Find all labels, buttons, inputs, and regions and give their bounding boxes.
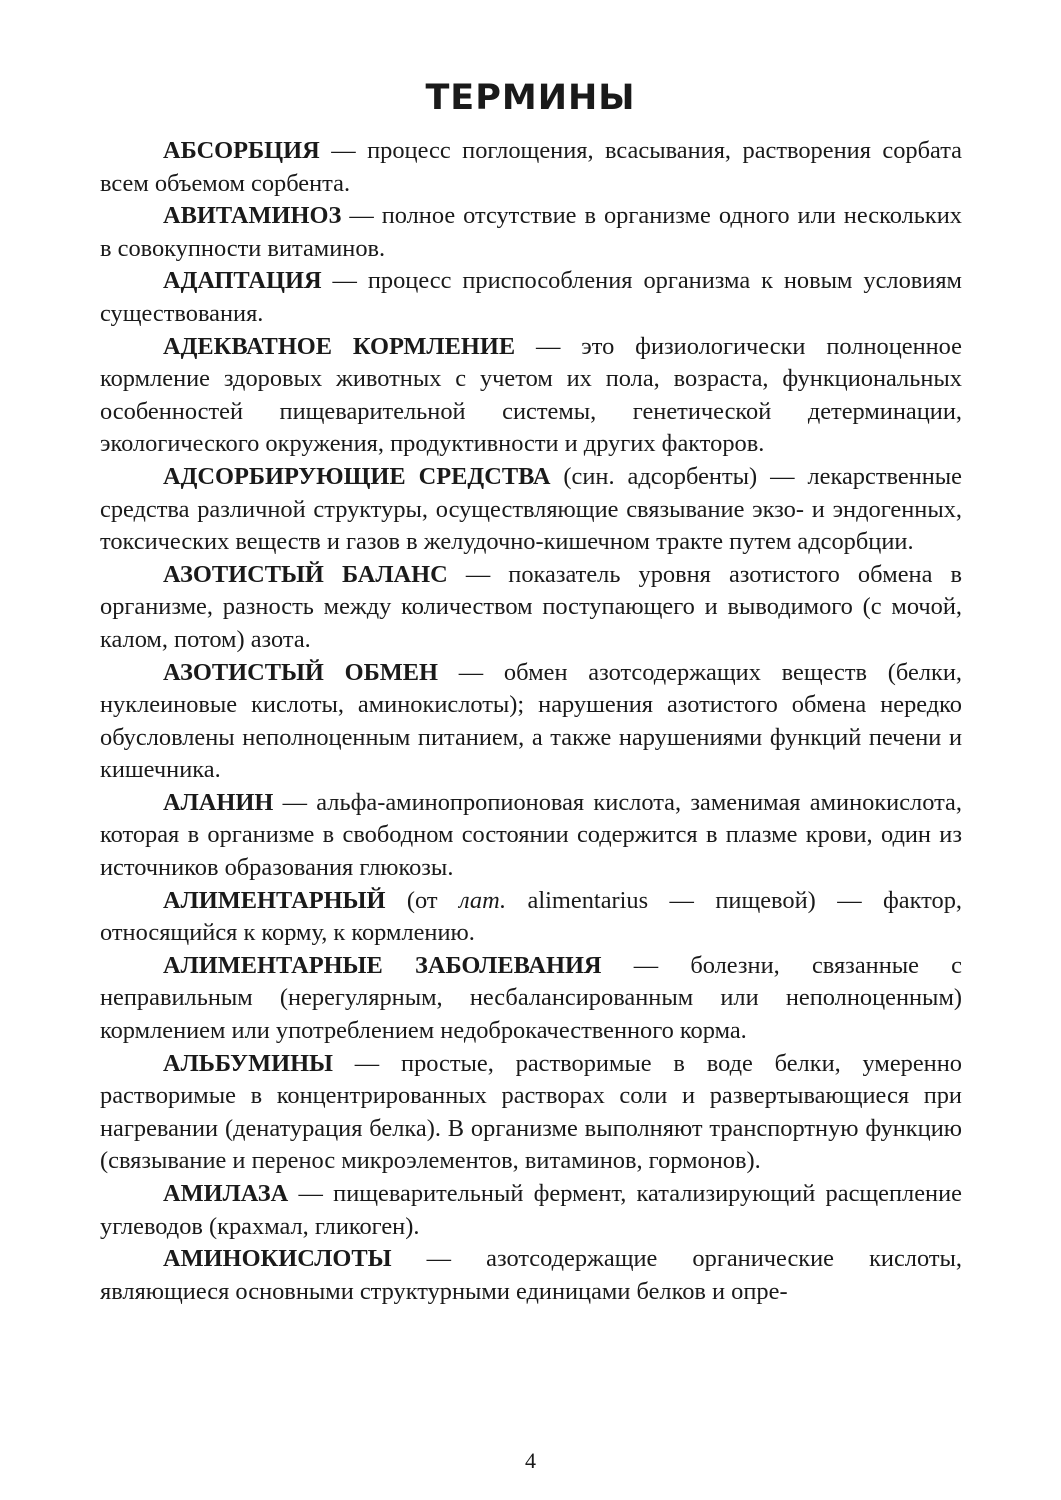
- glossary-entry-amylase: [100, 1178, 962, 1243]
- term: АЛАНИН: [163, 788, 274, 816]
- term: АДСОРБИРУЮЩИЕ СРЕДСТВА: [163, 462, 551, 490]
- glossary-entry-alimentary-diseases: [100, 950, 962, 1048]
- definition: — это физиологически полноценное кормление здоровых животных с учетом их пола, возраста, функциональных особенностей пищеварительной системы, генетической детерминации, экологического окружения, продуктивности и других факторов.: [100, 332, 962, 458]
- definition: — азотсодержащие органические кислоты, являющиеся основными структурными единицами белков и опре-: [100, 1245, 962, 1305]
- page-number: 4: [525, 1448, 536, 1473]
- definition: — процесс приспособления организма к новым условиям существования.: [100, 267, 962, 327]
- definition: — простые, растворимые в воде белки, умеренно растворимые в концентрированных растворах соли и развертывающиеся при нагревании (денатурация белка). В организме выполняют транспортную функцию (связывание и перенос микроэлементов, витаминов, гормонов).: [100, 1049, 962, 1175]
- definition: — полное отсутствие в организме одного или нескольких в совокупности витаминов.: [100, 202, 962, 262]
- term: АДЕКВАТНОЕ КОРМЛЕНИЕ: [163, 332, 516, 360]
- glossary-entry-nitrogen-metabolism: [100, 657, 962, 787]
- glossary-entry-albumins: [100, 1048, 962, 1178]
- latin-abbreviation: лат.: [458, 886, 507, 914]
- term: АВИТАМИНОЗ: [163, 202, 342, 230]
- term: АБСОРБЦИЯ: [163, 137, 320, 164]
- definition: alimentarius — пищевой) — фактор, относящийся к корму, к кормлению.: [100, 886, 962, 947]
- definition: — болезни, связанные с неправильным (нерегулярным, несбалансированным или неполноценным) кормлением или употреблением недоброкачественного корма.: [100, 951, 962, 1045]
- glossary-entry-alimentary: [100, 885, 962, 950]
- term: АЛЬБУМИНЫ: [163, 1049, 333, 1077]
- term: АМИЛАЗА: [163, 1180, 289, 1207]
- glossary-entry-nitrogen-balance: [100, 559, 962, 657]
- glossary-body: [100, 135, 962, 1308]
- definition: (син. адсорбенты) — лекарственные средства различной структуры, осуществляющие связывание экзо- и эндогенных, токсических веществ и газов в желудочно-кишечном тракте путем адсорбции.: [100, 462, 962, 556]
- glossary-entry-adsorbing-agents: [100, 461, 962, 559]
- term: АМИНОКИСЛОТЫ: [163, 1245, 392, 1273]
- definition: — обмен азотсодержащих веществ (белки, нуклеиновые кислоты, аминокислоты); нарушения азотистого обмена нередко обусловлены неполноценным питанием, а также нарушениями функций печени и кишечника.: [100, 658, 962, 784]
- term: АЛИМЕНТАРНЫЙ: [163, 886, 386, 914]
- glossary-entry-avitaminosis: [100, 200, 962, 265]
- definition-prefix: (от: [385, 886, 459, 914]
- glossary-entry-adaptation: [100, 265, 962, 330]
- definition: — процесс поглощения, всасывания, растворения сорбата всем объемом сорбента.: [100, 137, 962, 197]
- term: АЗОТИСТЫЙ ОБМЕН: [163, 658, 438, 686]
- glossary-entry-alanine: [100, 787, 962, 885]
- definition: — пищеварительный фермент, катализирующий расщепление углеводов (крахмал, гликоген).: [100, 1180, 962, 1240]
- glossary-entry-amino-acids: [100, 1243, 962, 1308]
- definition: — показатель уровня азотистого обмена в организме, разность между количеством поступающего и выводимого (с мочой, калом, потом) азота.: [100, 560, 962, 653]
- term: АДАПТАЦИЯ: [163, 267, 322, 295]
- glossary-entry-absorption: [100, 135, 962, 200]
- definition: — альфа-аминопропионовая кислота, заменимая аминокислота, которая в организме в свободном состоянии содержится в плазме крови, один из источников образования глюкозы.: [100, 788, 962, 882]
- glossary-entry-adequate-feeding: [100, 331, 962, 461]
- term: АЗОТИСТЫЙ БАЛАНС: [163, 560, 448, 588]
- page-title: ТЕРМИНЫ: [425, 78, 636, 118]
- term: АЛИМЕНТАРНЫЕ ЗАБОЛЕВАНИЯ: [163, 951, 602, 979]
